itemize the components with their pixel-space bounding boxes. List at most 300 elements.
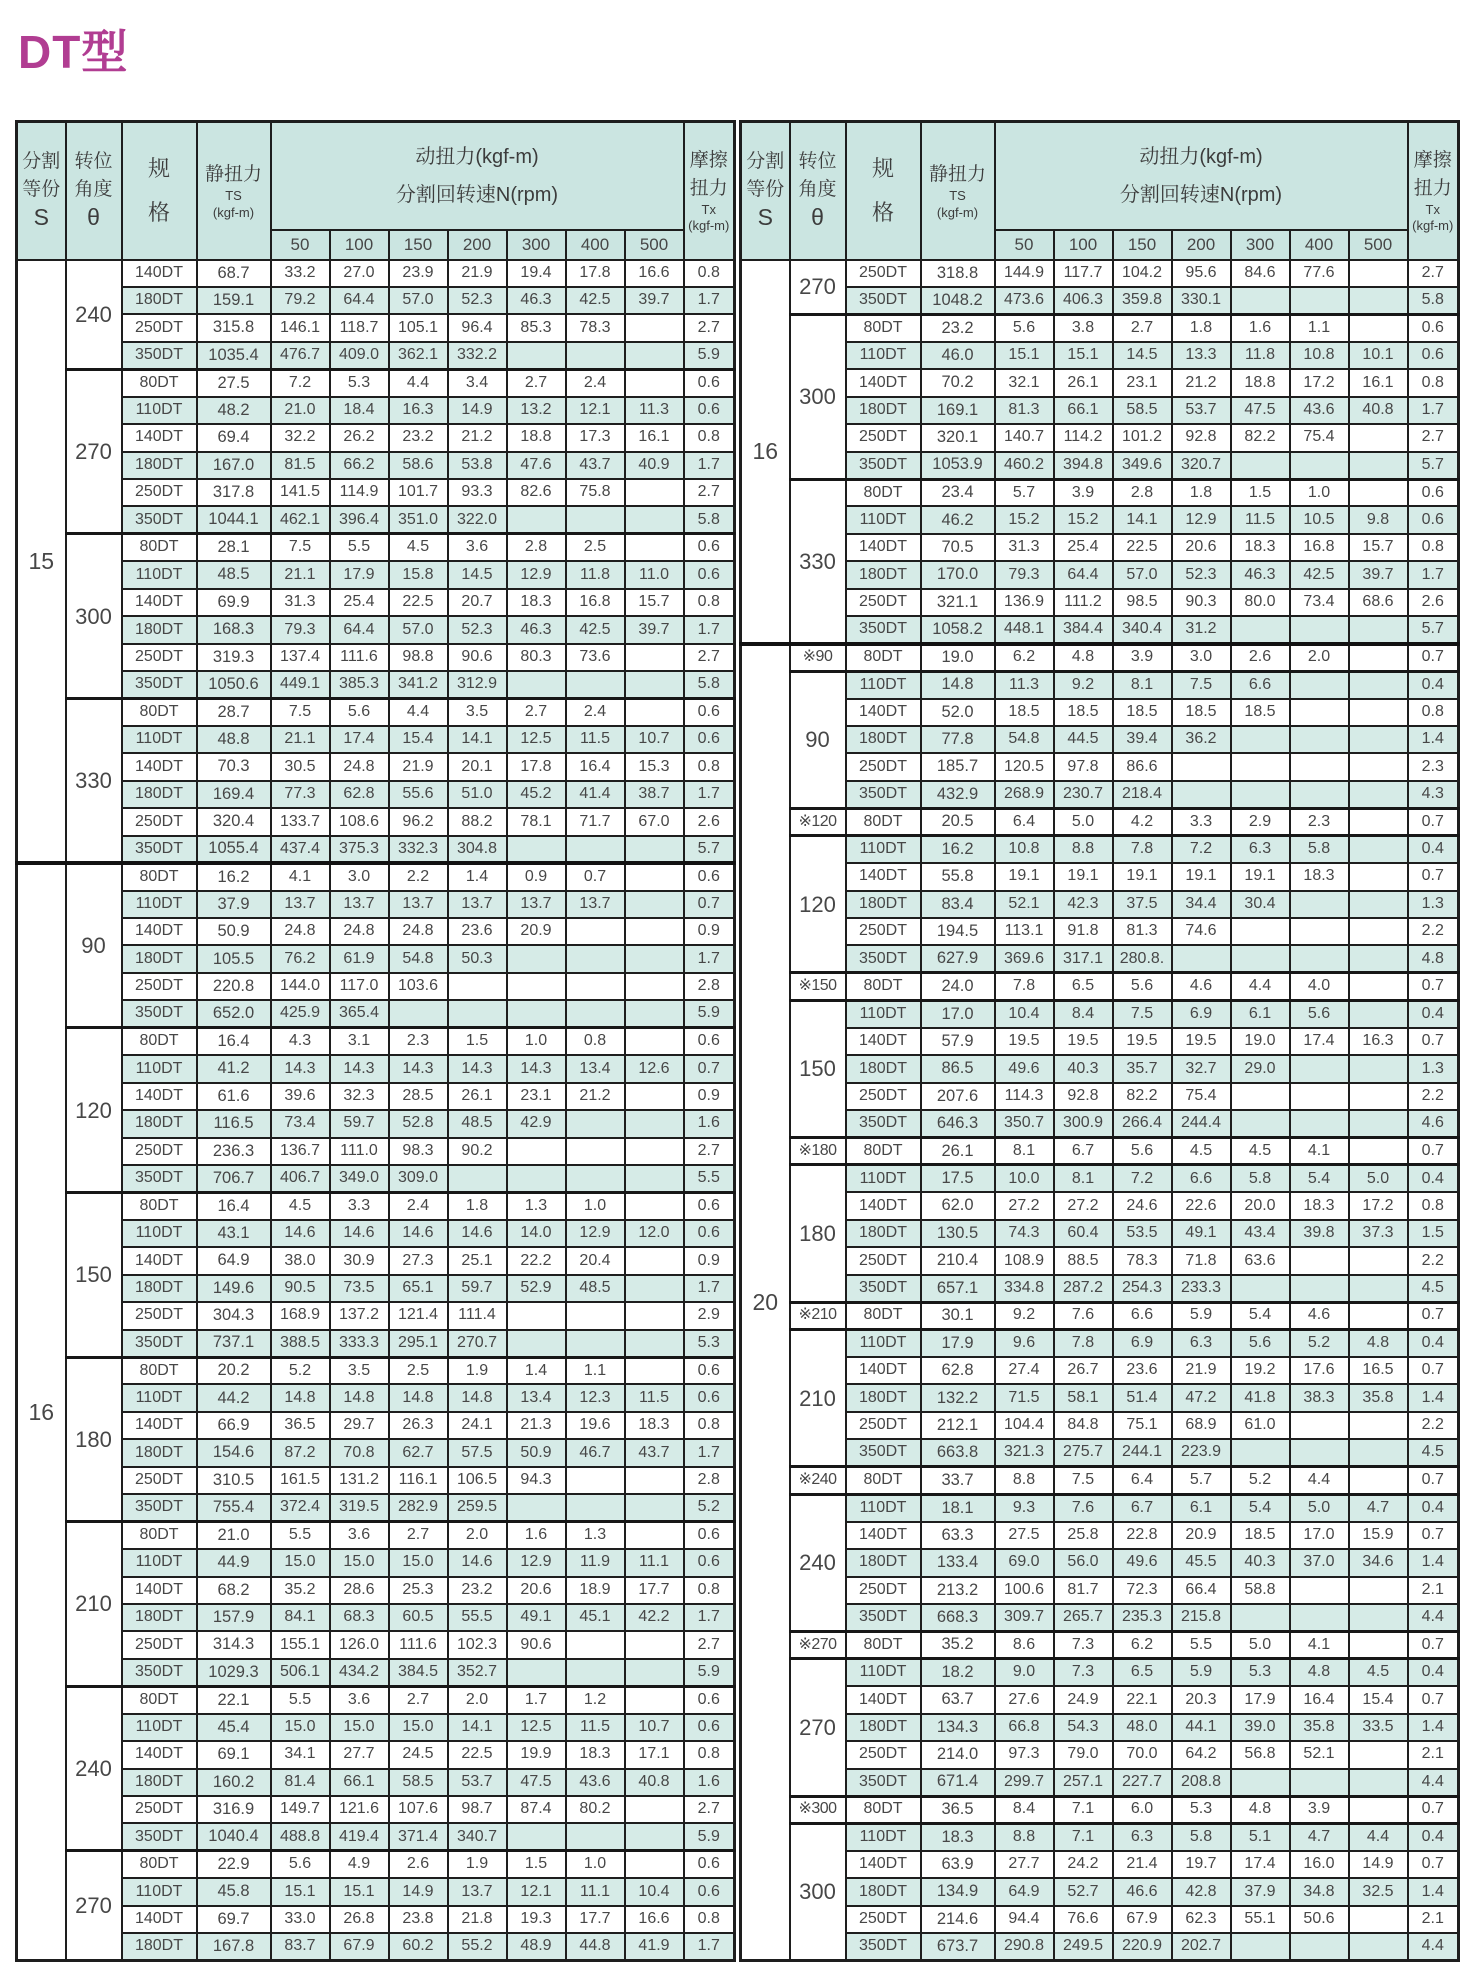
- dynamic-torque-cell: 79.2: [271, 287, 330, 314]
- dynamic-torque-cell: 8.6: [995, 1631, 1054, 1658]
- spec-cell: 250DT: [846, 424, 921, 451]
- spec-cell: 250DT: [122, 1467, 197, 1494]
- col-header-dynamic-torque: [271, 122, 684, 230]
- dynamic-torque-cell: 29.0: [1231, 1055, 1290, 1082]
- dynamic-torque-cell: 66.4: [1172, 1577, 1231, 1604]
- dynamic-torque-cell: 11.1: [566, 1878, 625, 1905]
- dynamic-torque-cell: 15.2: [1054, 506, 1113, 533]
- table-row: [17, 1714, 735, 1741]
- dynamic-torque-cell: 42.5: [566, 287, 625, 314]
- spec-cell: 110DT: [846, 1659, 921, 1686]
- dynamic-torque-cell: [566, 1467, 625, 1494]
- dynamic-torque-cell: 5.6: [995, 314, 1054, 341]
- dynamic-torque-cell: [1231, 945, 1290, 972]
- dynamic-torque-cell: [566, 1330, 625, 1357]
- dynamic-torque-cell: [625, 1522, 684, 1549]
- table-row: [17, 1165, 735, 1192]
- dynamic-torque-cell: 6.3: [1231, 836, 1290, 863]
- dynamic-torque-cell: [1231, 918, 1290, 945]
- dynamic-torque-cell: [1349, 1412, 1408, 1439]
- dynamic-torque-cell: 52.9: [507, 1275, 566, 1302]
- dynamic-torque-cell: 7.3: [1054, 1631, 1113, 1658]
- header-row: [741, 122, 1459, 230]
- dynamic-torque-cell: 73.6: [566, 644, 625, 671]
- dynamic-torque-cell: [507, 671, 566, 698]
- dynamic-torque-cell: 7.5: [1113, 1000, 1172, 1027]
- dynamic-torque-cell: [1231, 726, 1290, 753]
- dynamic-torque-cell: [625, 1138, 684, 1165]
- friction-torque-cell: 0.7: [1408, 973, 1459, 1000]
- index-angle-cell: 120: [66, 1028, 122, 1193]
- friction-torque-cell: 1.7: [684, 1439, 735, 1466]
- dynamic-torque-cell: 62.8: [330, 781, 389, 808]
- table-row: [17, 1192, 735, 1219]
- friction-torque-cell: 0.7: [1408, 1851, 1459, 1878]
- dynamic-torque-cell: 9.6: [995, 1330, 1054, 1357]
- dynamic-torque-cell: [1349, 1000, 1408, 1027]
- dynamic-torque-cell: 78.3: [1113, 1247, 1172, 1274]
- dynamic-torque-cell: 18.3: [507, 589, 566, 616]
- dynamic-torque-cell: 13.7: [448, 891, 507, 918]
- dynamic-torque-cell: 155.1: [271, 1631, 330, 1658]
- friction-torque-cell: 0.7: [1408, 808, 1459, 835]
- dynamic-torque-cell: 27.2: [995, 1192, 1054, 1219]
- friction-torque-cell: 0.7: [684, 1055, 735, 1082]
- dynamic-torque-cell: 48.0: [1113, 1714, 1172, 1741]
- dynamic-torque-cell: [1290, 1577, 1349, 1604]
- dynamic-torque-cell: 12.9: [507, 1549, 566, 1576]
- friction-torque-cell: 0.7: [1408, 1467, 1459, 1494]
- dynamic-torque-cell: 82.2: [1113, 1083, 1172, 1110]
- friction-torque-cell: 0.8: [1408, 699, 1459, 726]
- dynamic-torque-cell: [625, 699, 684, 726]
- dynamic-torque-cell: 14.8: [330, 1384, 389, 1411]
- dynamic-torque-cell: 73.5: [330, 1275, 389, 1302]
- table-row: [17, 287, 735, 314]
- dynamic-torque-cell: 18.8: [507, 424, 566, 451]
- dynamic-torque-cell: [448, 1000, 507, 1027]
- dynamic-torque-cell: 55.5: [448, 1604, 507, 1631]
- table-row: [741, 1028, 1459, 1055]
- dynamic-torque-cell: 11.0: [625, 561, 684, 588]
- spec-cell: 80DT: [122, 534, 197, 561]
- dynamic-torque-cell: 1.3: [566, 1522, 625, 1549]
- friction-torque-cell: 0.6: [684, 1357, 735, 1384]
- dynamic-torque-cell: 322.0: [448, 506, 507, 533]
- friction-torque-cell: 5.3: [684, 1330, 735, 1357]
- dynamic-torque-cell: 38.3: [1290, 1384, 1349, 1411]
- friction-torque-cell: 1.7: [684, 452, 735, 479]
- dynamic-torque-cell: 21.2: [448, 424, 507, 451]
- dynamic-torque-cell: 33.5: [1349, 1714, 1408, 1741]
- friction-torque-cell: 1.3: [1408, 1055, 1459, 1082]
- dynamic-torque-cell: 32.7: [1172, 1055, 1231, 1082]
- table-row: [741, 1467, 1459, 1494]
- dynamic-torque-cell: 98.5: [1113, 589, 1172, 616]
- friction-torque-cell: 5.7: [684, 836, 735, 863]
- dynamic-torque-cell: 3.4: [448, 369, 507, 396]
- friction-torque-cell: 0.8: [684, 753, 735, 780]
- dynamic-torque-cell: 3.3: [330, 1192, 389, 1219]
- dynamic-torque-cell: 52.8: [389, 1110, 448, 1137]
- dynamic-torque-cell: [625, 1083, 684, 1110]
- table-row: [17, 1631, 735, 1658]
- dynamic-torque-cell: 136.9: [995, 589, 1054, 616]
- static-torque-cell: 1029.3: [197, 1659, 271, 1686]
- index-angle-cell: 90: [66, 863, 122, 1028]
- static-torque-cell: 30.1: [921, 1302, 995, 1329]
- dynamic-torque-cell: 33.2: [271, 260, 330, 287]
- speed-tick: 400: [1290, 230, 1349, 260]
- dynamic-torque-cell: 4.7: [1349, 1494, 1408, 1521]
- dynamic-torque-cell: 27.5: [995, 1522, 1054, 1549]
- table-row: [741, 479, 1459, 506]
- static-torque-cell: 169.4: [197, 781, 271, 808]
- friction-torque-cell: 0.8: [684, 1412, 735, 1439]
- dynamic-torque-cell: 15.3: [625, 753, 684, 780]
- dynamic-torque-cell: 384.5: [389, 1659, 448, 1686]
- table-row: [741, 1714, 1459, 1741]
- dynamic-torque-cell: [1290, 616, 1349, 643]
- header-text-line: 转位: [74, 151, 113, 173]
- page-title: DT型: [18, 26, 129, 78]
- friction-torque-cell: 2.3: [1408, 753, 1459, 780]
- dynamic-torque-cell: 6.2: [1113, 1631, 1172, 1658]
- table-row: [741, 1577, 1459, 1604]
- dynamic-torque-cell: [1349, 671, 1408, 698]
- dynamic-torque-cell: 13.2: [507, 397, 566, 424]
- spec-cell: 180DT: [122, 616, 197, 643]
- dynamic-torque-cell: 37.5: [1113, 891, 1172, 918]
- dynamic-torque-cell: 52.1: [995, 891, 1054, 918]
- table-row: [17, 1769, 735, 1796]
- table-row: [741, 1796, 1459, 1823]
- col-header-friction-torque: [1408, 122, 1459, 260]
- dynamic-torque-cell: 34.4: [1172, 891, 1231, 918]
- dynamic-torque-cell: 64.4: [1054, 561, 1113, 588]
- dynamic-torque-cell: 117.7: [1054, 260, 1113, 287]
- dynamic-torque-cell: 90.6: [507, 1631, 566, 1658]
- dynamic-torque-cell: 62.7: [389, 1439, 448, 1466]
- dynamic-torque-cell: 406.7: [271, 1165, 330, 1192]
- dynamic-torque-cell: 144.9: [995, 260, 1054, 287]
- dynamic-torque-cell: 81.3: [995, 397, 1054, 424]
- dynamic-torque-cell: 15.1: [330, 1878, 389, 1905]
- header-text-line: 转位: [798, 151, 837, 173]
- dynamic-torque-cell: 9.8: [1349, 506, 1408, 533]
- friction-torque-cell: 2.7: [684, 1631, 735, 1658]
- dynamic-torque-cell: 45.5: [1172, 1549, 1231, 1576]
- dynamic-torque-cell: 20.9: [1172, 1522, 1231, 1549]
- dynamic-torque-cell: 19.4: [507, 260, 566, 287]
- dynamic-torque-cell: 52.3: [448, 287, 507, 314]
- table-row: [741, 424, 1459, 451]
- spec-cell: 110DT: [122, 891, 197, 918]
- dynamic-torque-cell: 73.4: [271, 1110, 330, 1137]
- dynamic-torque-cell: 13.7: [271, 891, 330, 918]
- dynamic-torque-cell: 2.7: [1113, 314, 1172, 341]
- dynamic-torque-cell: 98.3: [389, 1138, 448, 1165]
- dynamic-torque-cell: 19.2: [1231, 1357, 1290, 1384]
- dynamic-torque-cell: 218.4: [1113, 781, 1172, 808]
- dynamic-torque-cell: 5.0: [1349, 1165, 1408, 1192]
- dynamic-torque-cell: 309.0: [389, 1165, 448, 1192]
- dynamic-torque-cell: 2.7: [507, 369, 566, 396]
- dynamic-torque-cell: 44.1: [1172, 1714, 1231, 1741]
- header-text-line: TS: [225, 188, 242, 204]
- spec-cell: 140DT: [846, 1357, 921, 1384]
- friction-torque-cell: 0.8: [684, 1577, 735, 1604]
- speed-tick: 400: [566, 230, 625, 260]
- header-text-line: S: [33, 204, 49, 231]
- dynamic-torque-cell: 14.3: [271, 1055, 330, 1082]
- dynamic-torque-cell: 1.7: [507, 1686, 566, 1713]
- spec-cell: 110DT: [846, 1330, 921, 1357]
- dynamic-torque-cell: 6.3: [1113, 1823, 1172, 1850]
- dynamic-torque-cell: 12.9: [1172, 506, 1231, 533]
- dynamic-torque-cell: [1290, 699, 1349, 726]
- dynamic-torque-cell: 72.3: [1113, 1577, 1172, 1604]
- dynamic-torque-cell: 6.7: [1113, 1494, 1172, 1521]
- dynamic-torque-cell: 4.2: [1113, 808, 1172, 835]
- dynamic-torque-cell: 16.6: [625, 1906, 684, 1933]
- table-row: [17, 1796, 735, 1823]
- header-text-line: 分割回转速N(rpm): [1119, 183, 1283, 206]
- dynamic-torque-cell: 40.3: [1054, 1055, 1113, 1082]
- dynamic-torque-cell: 384.4: [1054, 616, 1113, 643]
- dynamic-torque-cell: 18.5: [995, 699, 1054, 726]
- dynamic-torque-cell: 5.5: [330, 534, 389, 561]
- spec-cell: 350DT: [122, 1823, 197, 1850]
- table-row: [17, 314, 735, 341]
- dynamic-torque-cell: [1231, 1439, 1290, 1466]
- dynamic-torque-cell: [1349, 1631, 1408, 1658]
- dynamic-torque-cell: 419.4: [330, 1823, 389, 1850]
- dynamic-torque-cell: 54.8: [389, 945, 448, 972]
- dynamic-torque-cell: 5.4: [1231, 1494, 1290, 1521]
- table-row: [741, 1522, 1459, 1549]
- header-text-line: 等份: [746, 178, 785, 200]
- spec-cell: 250DT: [122, 314, 197, 341]
- dynamic-torque-cell: 11.3: [625, 397, 684, 424]
- dynamic-torque-cell: 16.4: [566, 753, 625, 780]
- dynamic-torque-cell: [1290, 1055, 1349, 1082]
- dynamic-torque-cell: 19.5: [1113, 1028, 1172, 1055]
- dynamic-torque-cell: 3.6: [330, 1686, 389, 1713]
- friction-torque-cell: 0.8: [684, 589, 735, 616]
- dynamic-torque-cell: 15.0: [271, 1549, 330, 1576]
- dynamic-torque-cell: 18.9: [566, 1577, 625, 1604]
- dynamic-torque-cell: 5.3: [330, 369, 389, 396]
- dynamic-torque-cell: 114.2: [1054, 424, 1113, 451]
- static-torque-cell: 22.9: [197, 1851, 271, 1878]
- static-torque-cell: 20.5: [921, 808, 995, 835]
- dynamic-torque-cell: 13.7: [566, 891, 625, 918]
- static-torque-cell: 157.9: [197, 1604, 271, 1631]
- dynamic-torque-cell: 22.8: [1113, 1522, 1172, 1549]
- dynamic-torque-cell: 14.9: [448, 397, 507, 424]
- spec-cell: 250DT: [122, 1631, 197, 1658]
- dynamic-torque-cell: 5.6: [1113, 973, 1172, 1000]
- dynamic-torque-cell: 312.9: [448, 671, 507, 698]
- dynamic-torque-cell: 27.7: [330, 1741, 389, 1768]
- dynamic-torque-cell: [1349, 1110, 1408, 1137]
- header-text-line: 等份: [22, 178, 61, 200]
- dynamic-torque-cell: 81.5: [271, 452, 330, 479]
- dynamic-torque-cell: [625, 1851, 684, 1878]
- static-torque-cell: 68.7: [197, 260, 271, 287]
- dynamic-torque-cell: 19.1: [1113, 863, 1172, 890]
- dynamic-torque-cell: 6.4: [995, 808, 1054, 835]
- dynamic-torque-cell: [507, 1659, 566, 1686]
- static-torque-cell: 755.4: [197, 1494, 271, 1521]
- dynamic-torque-cell: 10.1: [1349, 342, 1408, 369]
- friction-torque-cell: 1.7: [684, 1604, 735, 1631]
- dynamic-torque-cell: 49.1: [507, 1604, 566, 1631]
- spec-cell: 110DT: [122, 397, 197, 424]
- dynamic-torque-cell: 14.8: [271, 1384, 330, 1411]
- table-row: [17, 260, 735, 287]
- dynamic-torque-cell: 23.8: [389, 1906, 448, 1933]
- dynamic-torque-cell: 19.7: [1172, 1851, 1231, 1878]
- dynamic-torque-cell: 15.0: [389, 1549, 448, 1576]
- friction-torque-cell: 2.2: [1408, 1412, 1459, 1439]
- static-torque-cell: 86.5: [921, 1055, 995, 1082]
- static-torque-cell: 1035.4: [197, 342, 271, 369]
- dynamic-torque-cell: 113.1: [995, 918, 1054, 945]
- index-angle-cell: 180: [790, 1165, 846, 1302]
- static-torque-cell: 220.8: [197, 973, 271, 1000]
- static-torque-cell: 18.3: [921, 1823, 995, 1850]
- dynamic-torque-cell: 3.9: [1113, 644, 1172, 671]
- friction-torque-cell: 2.6: [684, 808, 735, 835]
- dynamic-torque-cell: 34.8: [1290, 1878, 1349, 1905]
- table-row: [741, 1659, 1459, 1686]
- dynamic-torque-cell: 64.4: [330, 287, 389, 314]
- table-row: [741, 1138, 1459, 1165]
- dynamic-torque-cell: 14.0: [507, 1220, 566, 1247]
- static-torque-cell: 46.2: [921, 506, 995, 533]
- dynamic-torque-cell: 6.6: [1113, 1302, 1172, 1329]
- table-row: [741, 1302, 1459, 1329]
- table-row: [741, 534, 1459, 561]
- dynamic-torque-cell: 21.9: [389, 753, 448, 780]
- dynamic-torque-cell: 88.5: [1054, 1247, 1113, 1274]
- spec-cell: 350DT: [846, 1769, 921, 1796]
- table-row: [17, 1659, 735, 1686]
- static-torque-cell: 70.2: [921, 369, 995, 396]
- dynamic-torque-cell: 295.1: [389, 1330, 448, 1357]
- speed-tick: 50: [995, 230, 1054, 260]
- dynamic-torque-cell: 2.6: [389, 1851, 448, 1878]
- dynamic-torque-cell: 49.1: [1172, 1220, 1231, 1247]
- friction-torque-cell: 2.2: [1408, 918, 1459, 945]
- dynamic-torque-cell: 39.4: [1113, 726, 1172, 753]
- table-row: [741, 671, 1459, 698]
- dynamic-torque-cell: [1231, 1769, 1290, 1796]
- static-torque-cell: 319.3: [197, 644, 271, 671]
- dynamic-torque-cell: 5.4: [1290, 1165, 1349, 1192]
- dynamic-torque-cell: 15.0: [330, 1549, 389, 1576]
- spec-cell: 250DT: [846, 753, 921, 780]
- table-row: [741, 1220, 1459, 1247]
- dynamic-torque-cell: 21.2: [566, 1083, 625, 1110]
- friction-torque-cell: 0.7: [1408, 1138, 1459, 1165]
- dynamic-torque-cell: [507, 1494, 566, 1521]
- table-row: [741, 397, 1459, 424]
- static-torque-cell: 207.6: [921, 1083, 995, 1110]
- friction-torque-cell: 1.4: [1408, 726, 1459, 753]
- dynamic-torque-cell: 48.9: [507, 1933, 566, 1960]
- dynamic-torque-cell: 12.9: [566, 1220, 625, 1247]
- spec-cell: 350DT: [122, 671, 197, 698]
- spec-cell: 110DT: [846, 1165, 921, 1192]
- table-row: [741, 973, 1459, 1000]
- dynamic-torque-cell: [448, 973, 507, 1000]
- dynamic-torque-cell: 50.6: [1290, 1906, 1349, 1933]
- spec-cell: 180DT: [122, 1110, 197, 1137]
- table-row: [741, 836, 1459, 863]
- dynamic-torque-cell: 76.2: [271, 945, 330, 972]
- dynamic-torque-cell: 67.9: [330, 1933, 389, 1960]
- static-torque-cell: 210.4: [921, 1247, 995, 1274]
- dynamic-torque-cell: 60.5: [389, 1604, 448, 1631]
- index-angle-cell: 330: [66, 699, 122, 864]
- dynamic-torque-cell: [1290, 1110, 1349, 1137]
- friction-torque-cell: 4.4: [1408, 1604, 1459, 1631]
- dynamic-torque-cell: 137.2: [330, 1302, 389, 1329]
- friction-torque-cell: 1.6: [684, 1769, 735, 1796]
- dynamic-torque-cell: 5.0: [1054, 808, 1113, 835]
- dynamic-torque-cell: 20.0: [1231, 1192, 1290, 1219]
- dynamic-torque-cell: 19.1: [995, 863, 1054, 890]
- static-torque-cell: 646.3: [921, 1110, 995, 1137]
- spec-cell: 250DT: [846, 260, 921, 287]
- dynamic-torque-cell: 5.2: [1231, 1467, 1290, 1494]
- dynamic-torque-cell: [1349, 753, 1408, 780]
- dynamic-torque-cell: 53.7: [448, 1769, 507, 1796]
- dynamic-torque-cell: 11.8: [566, 561, 625, 588]
- dynamic-torque-cell: 10.7: [625, 726, 684, 753]
- dynamic-torque-cell: 42.5: [1290, 561, 1349, 588]
- dynamic-torque-cell: 19.5: [1172, 1028, 1231, 1055]
- dynamic-torque-cell: 394.8: [1054, 452, 1113, 479]
- dynamic-torque-cell: 17.7: [625, 1577, 684, 1604]
- dynamic-torque-cell: 20.6: [507, 1577, 566, 1604]
- dynamic-torque-cell: 75.4: [1290, 424, 1349, 451]
- static-torque-cell: 63.7: [921, 1686, 995, 1713]
- dynamic-torque-cell: 17.0: [1290, 1522, 1349, 1549]
- dynamic-torque-cell: 3.5: [448, 699, 507, 726]
- static-torque-cell: 320.4: [197, 808, 271, 835]
- dynamic-torque-cell: 45.1: [566, 1604, 625, 1631]
- friction-torque-cell: 2.7: [684, 1796, 735, 1823]
- dynamic-torque-cell: 36.2: [1172, 726, 1231, 753]
- dynamic-torque-cell: 17.2: [1349, 1192, 1408, 1219]
- spec-cell: 180DT: [846, 1055, 921, 1082]
- dynamic-torque-cell: 27.4: [995, 1357, 1054, 1384]
- dynamic-torque-cell: 1.0: [507, 1028, 566, 1055]
- speed-tick: 100: [330, 230, 389, 260]
- friction-torque-cell: 0.7: [1408, 644, 1459, 671]
- dynamic-torque-cell: 4.4: [389, 369, 448, 396]
- spec-cell: 110DT: [122, 561, 197, 588]
- friction-torque-cell: 2.7: [1408, 260, 1459, 287]
- dynamic-torque-cell: 6.9: [1113, 1330, 1172, 1357]
- table-row: [741, 1494, 1459, 1521]
- table-row: [741, 1741, 1459, 1768]
- dynamic-torque-cell: 44.8: [566, 1933, 625, 1960]
